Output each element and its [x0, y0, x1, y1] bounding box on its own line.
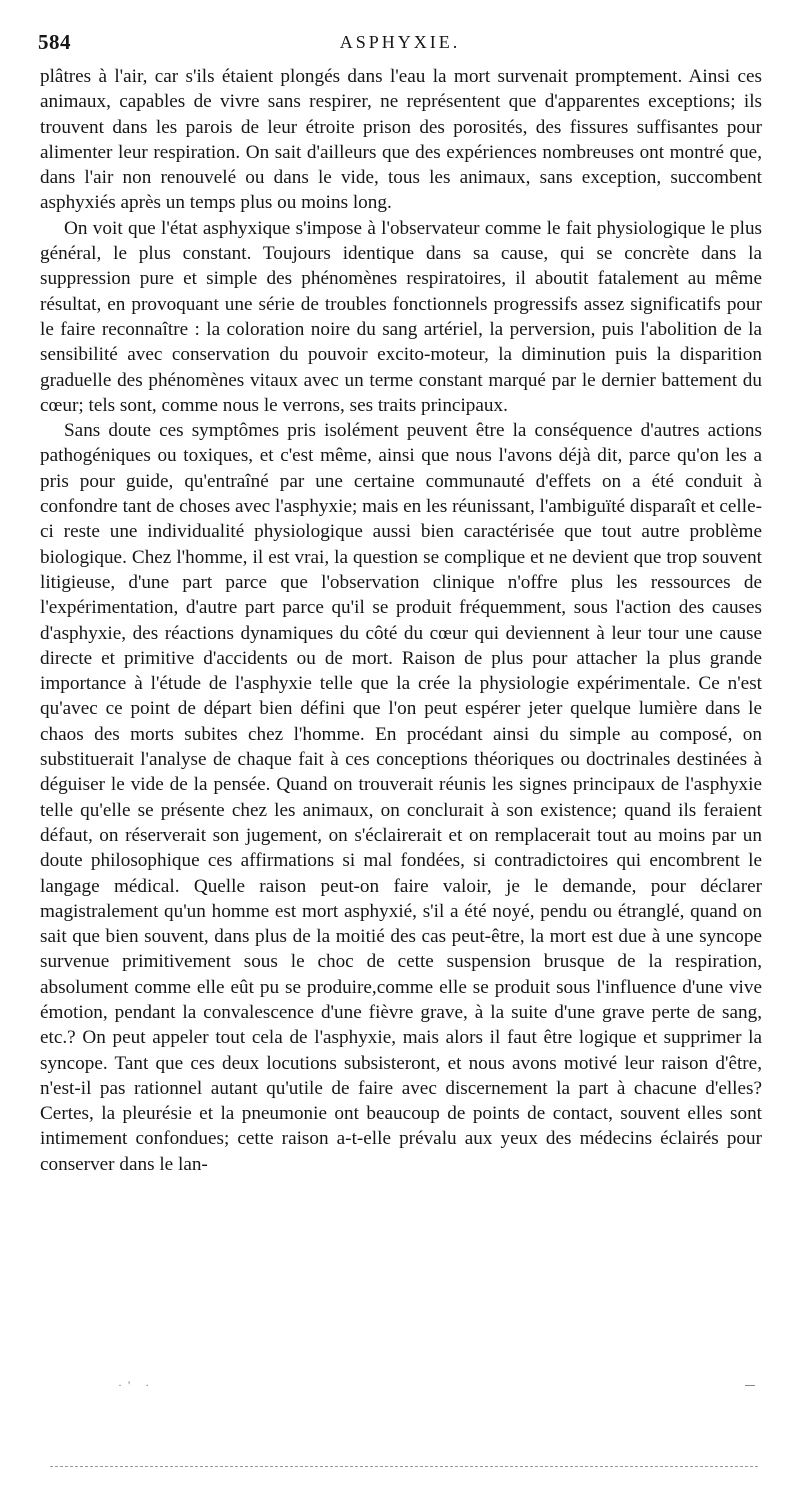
body-text — [40, 64, 762, 1177]
bottom-dotted-rule — [50, 1466, 758, 1467]
paragraph-3: Sans doute ces symptômes pris isolément peuvent être la conséquence d'autres actions pathogéniques ou toxiques, et c'est même, ainsi que nous l'avons déjà dit, parce qu'on les a pris pour guide, qu'entraîné par une certaine communauté d'effets on a été conduit à confondre tant de choses avec l'asphyxie; mais en les réunissant, l'ambiguïté disparaît et celle-ci reste une individualité physiologique aussi bien caractérisée que tout autre problème biologique. Chez l'homme, il est vrai, la question se complique et ne devient que trop souvent litigieuse, d'une part parce que l'observation clinique n'offre plus les ressources de l'expérimentation, d'autre part parce qu'il se produit fréquemment, sous l'action des causes d'asphyxie, des réactions dynamiques du côté du cœur qui deviennent à leur tour une cause directe et primitive d'accidents ou de mort. Raison de plus pour attacher la plus grande importance à l'étude de l'asphyxie telle que la crée la physiologie expérimentale. Ce n'est qu'avec ce point de départ bien défini que l'on peut espérer jeter quelque lumière dans le chaos des morts subites chez l'homme. En procédant ainsi du simple au composé, on substituerait l'analyse de chaque fait à ces conceptions théoriques ou doctrinales destinées à déguiser le vide de la pensée. Quand on trouverait réunis les signes principaux de l'asphyxie telle qu'elle se présente chez les animaux, on conclurait à son existence; quand ils feraient défaut, on réserverait son jugement, on s'éclairerait et on remplacerait tout au moins par un doute philosophique ces affirmations si mal fondées, si contradictoires qui encombrent le langage médical. Quelle raison peut-on faire valoir, je le demande, pour déclarer magistralement qu'un homme est mort asphyxié, s'il a été noyé, pendu ou étranglé, quand on sait que bien souvent, dans plus de la moitié des cas peut-être, la mort est due à une syncope survenue primitivement sous le choc de cette suspension brusque de la respiration, absolument comme elle eût pu se produire,comme elle se produit sous l'influence d'une vive émotion, pendant la convalescence d'une fièvre grave, à la suite d'une grave perte de sang, etc.? On peut appeler tout cela de l'asphyxie, mais alors il faut être logique et supprimer la syncope. Tant que ces deux locutions subsisteront, et nous avons motivé leur raison d'être, n'est-il pas rationnel autant qu'utile de faire avec discernement la part à chacune d'elles? Certes, la pleurésie et la pneumonie ont beaucoup de points de contact, souvent elles sont intimement confondues; cette raison a-t-elle prévalu aux yeux des médecins éclairés pour conserver dans le lan- — [40, 420, 762, 1175]
paragraph-2: On voit que l'état asphyxique s'impose à l'observateur comme le fait physiologique le plus général, le plus constant. Toujours identique dans sa cause, qui se concrète dans la suppression pure et simple des phénomènes respiratoires, il aboutit fatalement au même résultat, en provoquant une série de troubles fonctionnels progressifs assez significatifs pour le faire reconnaître : la coloration noire du sang artériel, la perversion, puis l'abolition de la sensibilité avec conservation du pouvoir excito-moteur, la diminution puis la disparition graduelle des phénomènes vitaux avec un terme constant marqué par le dernier battement du cœur; tels sont, comme nous le verrons, ses traits principaux. — [40, 217, 762, 416]
running-title: ASPHYXIE. — [339, 32, 461, 52]
page-number: 584 — [38, 30, 71, 54]
margin-dash — [745, 1385, 755, 1386]
page-header — [38, 30, 762, 64]
paragraph-1: plâtres à l'air, car s'ils étaient plongés dans l'eau la mort survenait promptement. Ainsi ces animaux, capables de vivre sans respirer, ne représentent que d'apparentes exceptions; ils trouvent dans les parois de leur étroite prison des porosités, des fissures suffisantes pour alimenter leur respiration. On sait d'ailleurs que des expériences nombreuses ont montré que, dans l'air non renouvelé ou dans le vide, tous les animaux, sans exception, succombent asphyxiés après un temps plus ou moins long. — [40, 66, 762, 214]
print-specks: ·' · — [118, 1378, 156, 1392]
